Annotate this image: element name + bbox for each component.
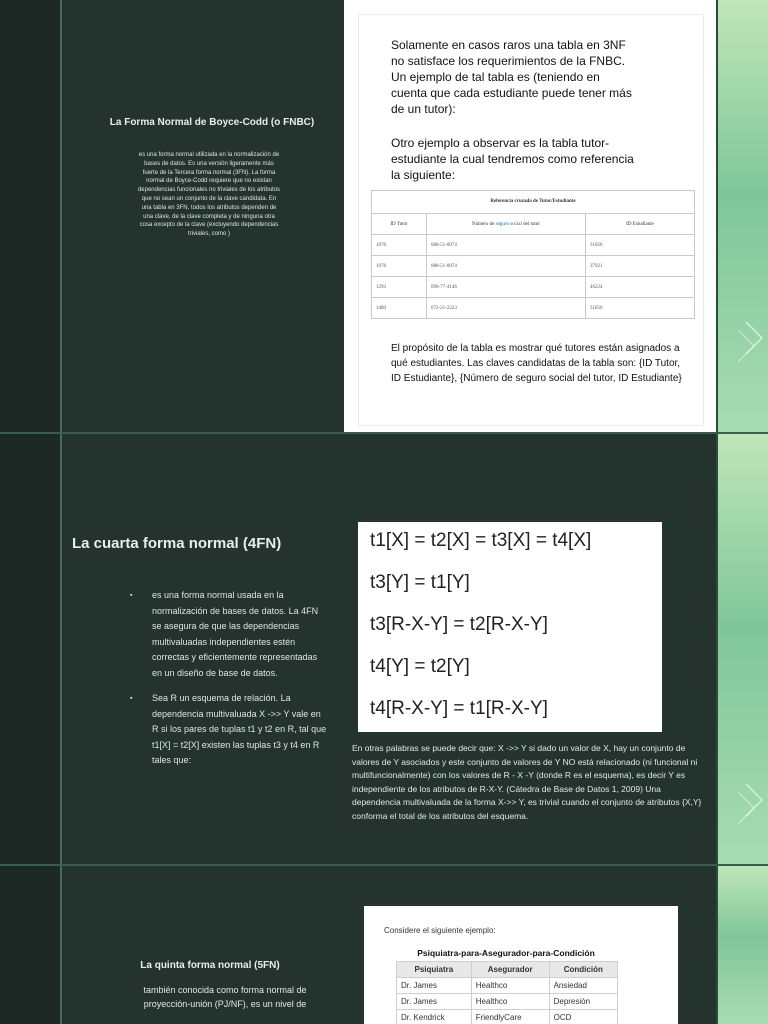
example-caption: Psiquiatra-para-Asegurador-para-Condición — [417, 948, 595, 958]
slide-title: La cuarta forma normal (4FN) — [72, 535, 282, 552]
formula-line: t4[Y] = t2[Y] — [370, 656, 470, 677]
table-row: 1293 096-77-4146 46224 — [372, 277, 695, 298]
bullet-list — [128, 588, 328, 777]
arrow-decoration-icon — [718, 0, 768, 432]
example-table — [396, 961, 618, 1024]
example-intro: Considere el siguiente ejemplo: — [384, 926, 496, 935]
link-seguro-social[interactable]: seguro social — [495, 221, 522, 227]
table-row: 1480 072-21-2223 31850 — [372, 298, 695, 319]
table-caption: Referencia cruzada de Tutor/Estudiante — [371, 190, 695, 213]
decorative-band — [718, 0, 768, 432]
slide-description: también conocida como forma normal de proyección-unión (PJ/NF), es un nivel de — [143, 985, 307, 1009]
panel-paragraph-1: Solamente en casos raros una tabla en 3NF no satisface los requerimientos de la FNBC. Un ejemplo de tal tabla es (teniendo en cuenta que cada estudiante puede tener más de un tutor): — [391, 38, 632, 116]
panel-paragraph-2: Otro ejemplo a observar es la tabla tutor-estudiante la cual tendremos como referencia la siguiente: — [391, 136, 634, 182]
slide-paragraph: En otras palabras se puede decir que: X ->> Y si dado un valor de X, hay un conjunto de valores de Y asociados y este conjunto de valores de Y NO está relacionado (ni funcional ni multifuncionalmente) con los valores de R - X -Y (donde R es el esquema), es decir Y es independiente de los atributos de R-X-Y. (Cátedra de Base de Datos 1, 2009) Una dependencia multivaluada de la forma X->> Y, es trivial cuando el conjunto de atributos {X,Y} conforma el total de los atributos del esquema. — [352, 743, 702, 821]
table-header-row: Psiquiatra Asegurador Condición — [397, 962, 618, 978]
formula-line: t3[Y] = t1[Y] — [370, 572, 470, 593]
table-header-row — [372, 214, 695, 235]
example-panel — [364, 906, 678, 1024]
slide-title: La quinta forma normal (5FN) — [140, 960, 280, 971]
bullet-icon: ▪ — [130, 592, 133, 599]
slide-title: La Forma Normal de Boyce-Codd (o FNBC) — [109, 117, 315, 128]
decorative-band — [718, 866, 768, 1024]
slide-bcnf — [0, 0, 768, 432]
formula-line: t1[X] = t2[X] = t3[X] = t4[X] — [370, 530, 592, 551]
slide-4fn — [0, 434, 768, 864]
decorative-band — [718, 434, 768, 864]
formula-line: t3[R-X-Y] = t2[R-X-Y] — [370, 614, 548, 635]
table-row: 1078 088-51-0074 37921 — [372, 256, 695, 277]
bullet-item: ▪ es una forma normal usada en la normalización de bases de datos. La 4FN se asegura de que las dependencias multivaluadas independientes estén correctas y eficientemente representadas en un diseño de base de datos. — [130, 590, 319, 678]
bullet-icon: ▪ — [130, 695, 133, 702]
panel-paragraph-3: El propósito de la tabla es mostrar qué tutores están asignados a qué estudiantes. Las claves candidatas de la tabla son: {ID Tutor, ID Estudiante}, {Número de seguro social del tutor, ID Estudiante} — [391, 343, 682, 384]
formula-line: t4[R-X-Y] = t1[R-X-Y] — [370, 698, 548, 719]
slide-5fn — [0, 866, 768, 1024]
tutor-table — [371, 190, 695, 319]
content-panel — [344, 0, 716, 432]
header-ssn: Número de seguro social del tutor — [427, 214, 586, 235]
slide-description: es una forma normal utilizada en la normalización de bases de datos. Es una versión ligeramente más fuerte de la Tercera forma normal (3FN). La forma normal de Boyce-Codd requiere que no existan dependencias funcionales no triviales de los atributos que no sean un conjunto de la clave candidata. En una tabla en 3FN, todos los atributos dependen de una clave, de la clave completa y de ninguna otra cosa excepto de la clave (excluyendo dependencias triviales, como ) — [137, 152, 281, 238]
table-row: Dr. Kendrick FriendlyCare OCD — [397, 1010, 618, 1024]
table-row: 1078 088-51-0074 31850 — [372, 235, 695, 256]
bullet-item: ▪ Sea R un esquema de relación. La dependencia multivaluada X ->> Y vale en R si los pares de tuplas t1 y t2 en R, tal que t1[X] = t2[X] existen las tuplas t3 y t4 en R tales que: — [130, 693, 327, 765]
header-id-estudiante: ID Estudiante — [586, 214, 695, 235]
table-row: Dr. James Healthco Depresión — [397, 994, 618, 1010]
header-id-tutor: ID Tutor — [372, 214, 427, 235]
table-row: Dr. James Healthco Ansiedad — [397, 978, 618, 994]
arrow-decoration-icon — [718, 434, 768, 864]
formula-panel — [358, 522, 662, 732]
